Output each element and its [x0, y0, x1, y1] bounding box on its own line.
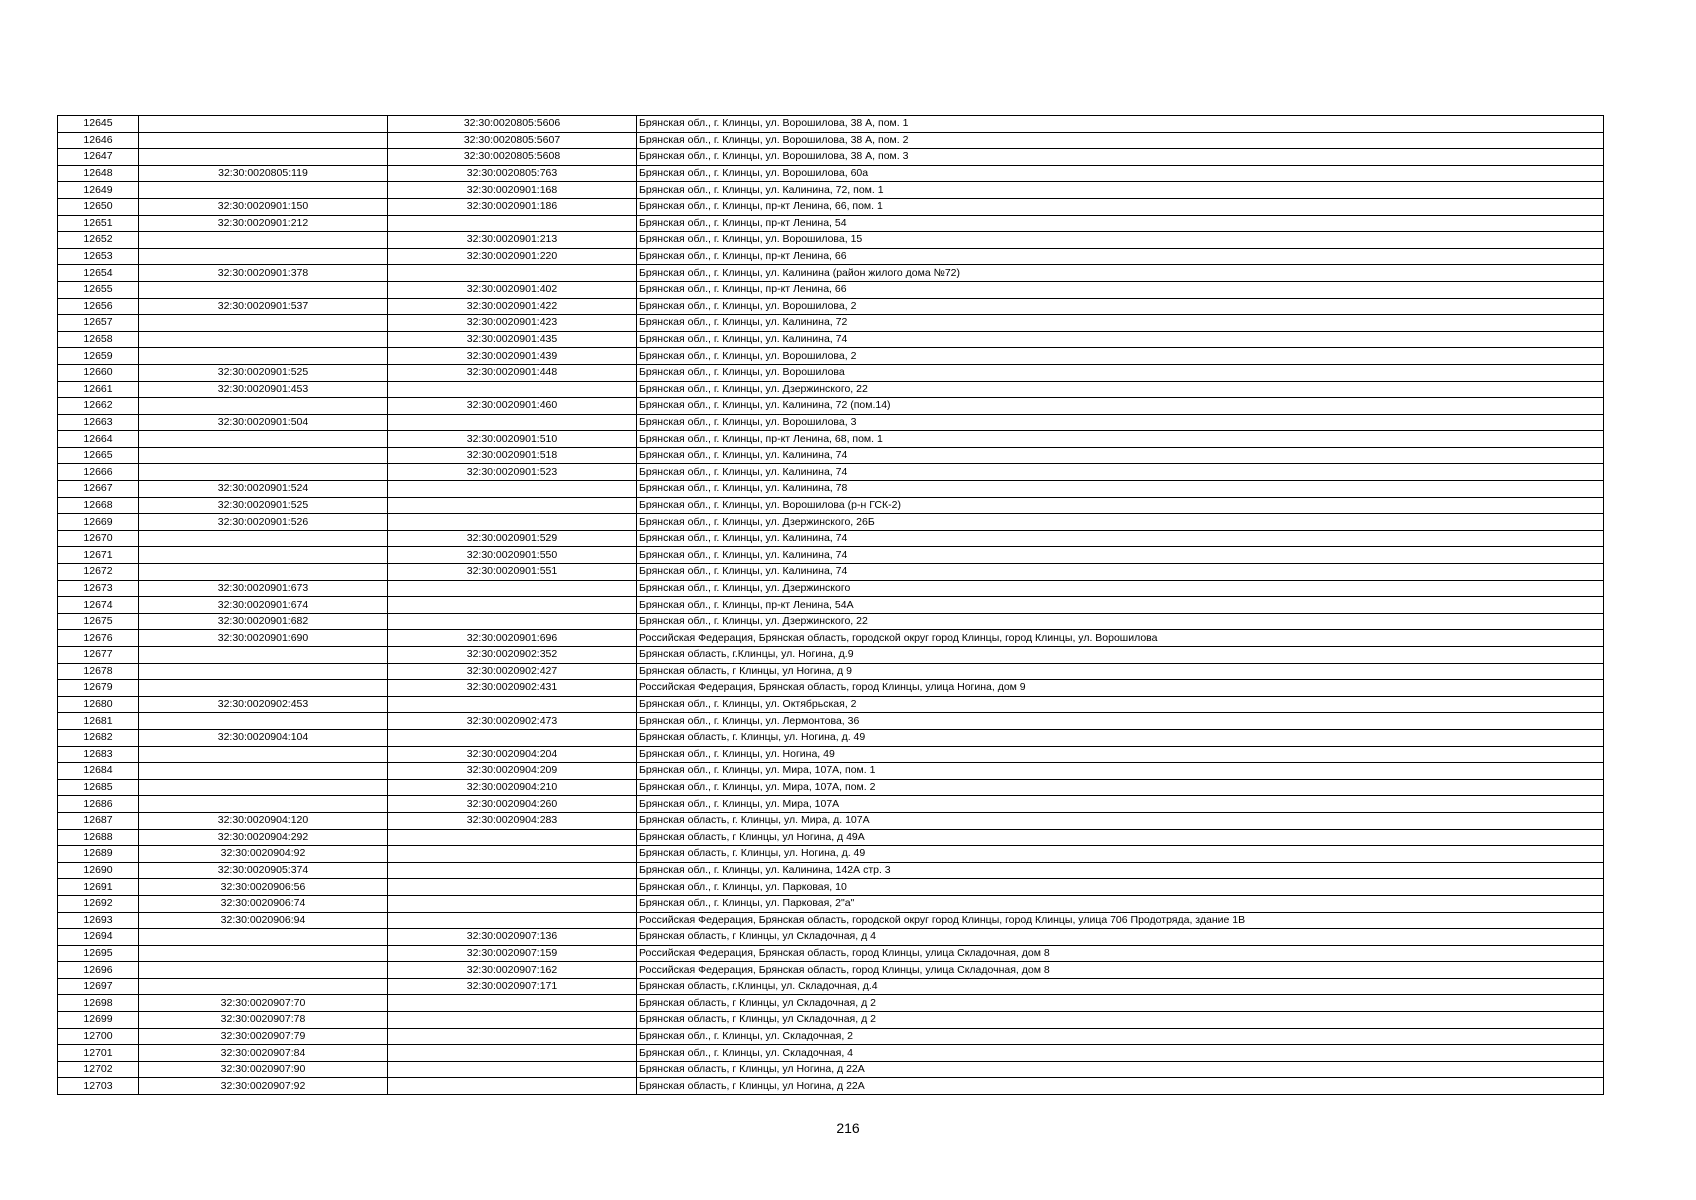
object-number-cell — [388, 381, 637, 398]
address-cell: Брянская обл., г. Клинцы, пр-кт Ленина, 68, пом. 1 — [637, 431, 1604, 448]
address-cell: Брянская обл., г. Клинцы, ул. Калинина, 72, пом. 1 — [637, 182, 1604, 199]
parcel-number-cell: 32:30:0020904:104 — [139, 729, 388, 746]
address-cell: Российская Федерация, Брянская область, город Клинцы, улица Складочная, дом 8 — [637, 945, 1604, 962]
object-number-cell — [388, 1078, 637, 1095]
address-cell: Российская Федерация, Брянская область, город Клинцы, улица Ногина, дом 9 — [637, 680, 1604, 697]
parcel-number-cell: 32:30:0020901:537 — [139, 298, 388, 315]
object-number-cell: 32:30:0020901:510 — [388, 431, 637, 448]
row-number-cell: 12702 — [58, 1061, 139, 1078]
table-row — [58, 215, 1604, 232]
address-cell: Брянская область, г Клинцы, ул Складочная, д 2 — [637, 995, 1604, 1012]
parcel-number-cell — [139, 962, 388, 979]
object-number-cell — [388, 265, 637, 282]
object-number-cell: 32:30:0020901:448 — [388, 364, 637, 381]
table-row — [58, 547, 1604, 564]
address-cell: Брянская обл., г. Клинцы, ул. Дзержинского, 22 — [637, 381, 1604, 398]
table-row — [58, 364, 1604, 381]
table-row — [58, 696, 1604, 713]
row-number-cell: 12647 — [58, 149, 139, 166]
row-number-cell: 12689 — [58, 846, 139, 863]
address-cell: Брянская обл., г. Клинцы, ул. Мира, 107А, пом. 1 — [637, 763, 1604, 780]
page-number: 216 — [836, 1120, 860, 1136]
row-number-cell: 12651 — [58, 215, 139, 232]
address-cell: Брянская обл., г. Клинцы, ул. Ворошилова, 38 А, пом. 1 — [637, 116, 1604, 133]
object-number-cell: 32:30:0020901:422 — [388, 298, 637, 315]
object-number-cell — [388, 846, 637, 863]
parcel-number-cell — [139, 746, 388, 763]
table-row — [58, 779, 1604, 796]
address-cell: Брянская обл., г. Клинцы, ул. Ворошилова, 60а — [637, 165, 1604, 182]
table-row — [58, 331, 1604, 348]
table-row — [58, 514, 1604, 531]
row-number-cell: 12686 — [58, 796, 139, 813]
row-number-cell: 12682 — [58, 729, 139, 746]
row-number-cell: 12665 — [58, 447, 139, 464]
table-row — [58, 232, 1604, 249]
object-number-cell — [388, 414, 637, 431]
row-number-cell: 12669 — [58, 514, 139, 531]
parcel-number-cell — [139, 713, 388, 730]
object-number-cell: 32:30:0020901:439 — [388, 348, 637, 365]
address-cell: Брянская обл., г. Клинцы, ул. Ворошилова — [637, 364, 1604, 381]
parcel-number-cell — [139, 331, 388, 348]
object-number-cell — [388, 514, 637, 531]
row-number-cell: 12663 — [58, 414, 139, 431]
table-row — [58, 812, 1604, 829]
table-row — [58, 1061, 1604, 1078]
object-number-cell: 32:30:0020901:518 — [388, 447, 637, 464]
object-number-cell: 32:30:0020901:423 — [388, 315, 637, 332]
row-number-cell: 12696 — [58, 962, 139, 979]
parcel-number-cell — [139, 116, 388, 133]
table-row — [58, 796, 1604, 813]
table-row — [58, 414, 1604, 431]
parcel-number-cell — [139, 663, 388, 680]
table-row — [58, 431, 1604, 448]
parcel-number-cell: 32:30:0020901:150 — [139, 198, 388, 215]
address-cell: Брянская обл., г. Клинцы, ул. Калинина, 74 — [637, 530, 1604, 547]
parcel-number-cell — [139, 149, 388, 166]
parcel-number-cell: 32:30:0020905:374 — [139, 862, 388, 879]
object-number-cell — [388, 613, 637, 630]
table-row — [58, 647, 1604, 664]
row-number-cell: 12655 — [58, 281, 139, 298]
row-number-cell: 12688 — [58, 829, 139, 846]
table-row — [58, 663, 1604, 680]
parcel-number-cell: 32:30:0020907:92 — [139, 1078, 388, 1095]
row-number-cell: 12664 — [58, 431, 139, 448]
parcel-number-cell: 32:30:0020907:70 — [139, 995, 388, 1012]
parcel-number-cell — [139, 647, 388, 664]
object-number-cell: 32:30:0020901:551 — [388, 564, 637, 581]
parcel-number-cell — [139, 530, 388, 547]
table-row — [58, 265, 1604, 282]
address-cell: Брянская обл., г. Клинцы, ул. Калинина, 74 — [637, 564, 1604, 581]
object-number-cell: 32:30:0020902:431 — [388, 680, 637, 697]
object-number-cell — [388, 215, 637, 232]
row-number-cell: 12659 — [58, 348, 139, 365]
parcel-number-cell: 32:30:0020901:504 — [139, 414, 388, 431]
row-number-cell: 12690 — [58, 862, 139, 879]
table-row — [58, 1028, 1604, 1045]
address-cell: Брянская область, г Клинцы, ул Ногина, д 22А — [637, 1078, 1604, 1095]
table-row — [58, 381, 1604, 398]
row-number-cell: 12698 — [58, 995, 139, 1012]
address-cell: Брянская область, г Клинцы, ул Ногина, д 9 — [637, 663, 1604, 680]
address-cell: Брянская обл., г. Клинцы, ул. Ворошилова (р-н ГСК-2) — [637, 497, 1604, 514]
row-number-cell: 12668 — [58, 497, 139, 514]
parcel-number-cell: 32:30:0020904:120 — [139, 812, 388, 829]
registry-table — [57, 115, 1604, 1095]
table-row — [58, 281, 1604, 298]
object-number-cell: 32:30:0020901:529 — [388, 530, 637, 547]
table-row — [58, 713, 1604, 730]
address-cell: Российская Федерация, Брянская область, городской округ город Клинцы, город Клинцы, улица 706 Продотряда, здание 1В — [637, 912, 1604, 929]
registry-table-body — [58, 116, 1604, 1095]
table-row — [58, 879, 1604, 896]
object-number-cell: 32:30:0020901:696 — [388, 630, 637, 647]
parcel-number-cell: 32:30:0020906:56 — [139, 879, 388, 896]
address-cell: Брянская обл., г. Клинцы, пр-кт Ленина, 54 — [637, 215, 1604, 232]
parcel-number-cell: 32:30:0020901:526 — [139, 514, 388, 531]
parcel-number-cell: 32:30:0020805:119 — [139, 165, 388, 182]
table-row — [58, 530, 1604, 547]
table-row — [58, 497, 1604, 514]
object-number-cell: 32:30:0020904:283 — [388, 812, 637, 829]
table-row — [58, 763, 1604, 780]
object-number-cell — [388, 895, 637, 912]
parcel-number-cell — [139, 929, 388, 946]
object-number-cell: 32:30:0020907:171 — [388, 978, 637, 995]
address-cell: Брянская область, г. Клинцы, ул. Мира, д. 107А — [637, 812, 1604, 829]
object-number-cell: 32:30:0020901:186 — [388, 198, 637, 215]
row-number-cell: 12697 — [58, 978, 139, 995]
parcel-number-cell — [139, 281, 388, 298]
row-number-cell: 12649 — [58, 182, 139, 199]
object-number-cell — [388, 829, 637, 846]
row-number-cell: 12658 — [58, 331, 139, 348]
object-number-cell: 32:30:0020907:136 — [388, 929, 637, 946]
object-number-cell: 32:30:0020901:550 — [388, 547, 637, 564]
row-number-cell: 12677 — [58, 647, 139, 664]
row-number-cell: 12657 — [58, 315, 139, 332]
row-number-cell: 12692 — [58, 895, 139, 912]
row-number-cell: 12666 — [58, 464, 139, 481]
parcel-number-cell: 32:30:0020907:84 — [139, 1045, 388, 1062]
object-number-cell — [388, 729, 637, 746]
address-cell: Брянская обл., г. Клинцы, ул. Ворошилова, 2 — [637, 298, 1604, 315]
address-cell: Брянская обл., г. Клинцы, пр-кт Ленина, 54А — [637, 597, 1604, 614]
table-row — [58, 729, 1604, 746]
row-number-cell: 12671 — [58, 547, 139, 564]
parcel-number-cell — [139, 182, 388, 199]
parcel-number-cell — [139, 945, 388, 962]
table-row — [58, 481, 1604, 498]
parcel-number-cell: 32:30:0020907:78 — [139, 1012, 388, 1029]
row-number-cell: 12680 — [58, 696, 139, 713]
parcel-number-cell: 32:30:0020907:79 — [139, 1028, 388, 1045]
address-cell: Брянская обл., г. Клинцы, ул. Ворошилова, 38 А, пом. 2 — [637, 132, 1604, 149]
address-cell: Брянская обл., г. Клинцы, ул. Калинина, 74 — [637, 547, 1604, 564]
table-row — [58, 978, 1604, 995]
address-cell: Брянская обл., г. Клинцы, ул. Калинина, 72 (пом.14) — [637, 398, 1604, 415]
row-number-cell: 12670 — [58, 530, 139, 547]
table-row — [58, 929, 1604, 946]
row-number-cell: 12650 — [58, 198, 139, 215]
row-number-cell: 12695 — [58, 945, 139, 962]
object-number-cell — [388, 912, 637, 929]
table-row — [58, 862, 1604, 879]
address-cell: Брянская обл., г. Клинцы, ул. Октябрьская, 2 — [637, 696, 1604, 713]
row-number-cell: 12645 — [58, 116, 139, 133]
address-cell: Брянская обл., г. Клинцы, ул. Складочная, 4 — [637, 1045, 1604, 1062]
row-number-cell: 12672 — [58, 564, 139, 581]
table-row — [58, 182, 1604, 199]
table-row — [58, 464, 1604, 481]
parcel-number-cell: 32:30:0020904:292 — [139, 829, 388, 846]
address-cell: Брянская обл., г. Клинцы, ул. Ворошилова, 38 А, пом. 3 — [637, 149, 1604, 166]
object-number-cell — [388, 481, 637, 498]
table-row — [58, 1012, 1604, 1029]
object-number-cell — [388, 862, 637, 879]
parcel-number-cell — [139, 464, 388, 481]
parcel-number-cell: 32:30:0020906:74 — [139, 895, 388, 912]
address-cell: Брянская обл., г. Клинцы, ул. Ногина, 49 — [637, 746, 1604, 763]
object-number-cell: 32:30:0020904:204 — [388, 746, 637, 763]
table-row — [58, 348, 1604, 365]
table-row — [58, 580, 1604, 597]
parcel-number-cell: 32:30:0020901:378 — [139, 265, 388, 282]
table-row — [58, 680, 1604, 697]
object-number-cell: 32:30:0020907:162 — [388, 962, 637, 979]
parcel-number-cell — [139, 547, 388, 564]
object-number-cell — [388, 597, 637, 614]
row-number-cell: 12691 — [58, 879, 139, 896]
table-row — [58, 962, 1604, 979]
object-number-cell: 32:30:0020902:352 — [388, 647, 637, 664]
object-number-cell — [388, 1045, 637, 1062]
row-number-cell: 12654 — [58, 265, 139, 282]
row-number-cell: 12700 — [58, 1028, 139, 1045]
table-row — [58, 1078, 1604, 1095]
object-number-cell — [388, 1061, 637, 1078]
table-row — [58, 165, 1604, 182]
table-row — [58, 912, 1604, 929]
row-number-cell: 12656 — [58, 298, 139, 315]
object-number-cell — [388, 879, 637, 896]
parcel-number-cell: 32:30:0020901:212 — [139, 215, 388, 232]
parcel-number-cell: 32:30:0020901:525 — [139, 497, 388, 514]
address-cell: Брянская обл., г. Клинцы, ул. Ворошилова, 15 — [637, 232, 1604, 249]
table-row — [58, 398, 1604, 415]
address-cell: Брянская обл., г. Клинцы, ул. Калинина, 142А стр. 3 — [637, 862, 1604, 879]
address-cell: Брянская область, г Клинцы, ул Ногина, д 22А — [637, 1061, 1604, 1078]
object-number-cell: 32:30:0020901:168 — [388, 182, 637, 199]
parcel-number-cell: 32:30:0020901:524 — [139, 481, 388, 498]
object-number-cell: 32:30:0020904:210 — [388, 779, 637, 796]
row-number-cell: 12662 — [58, 398, 139, 415]
object-number-cell: 32:30:0020907:159 — [388, 945, 637, 962]
object-number-cell: 32:30:0020902:473 — [388, 713, 637, 730]
row-number-cell: 12693 — [58, 912, 139, 929]
parcel-number-cell: 32:30:0020901:525 — [139, 364, 388, 381]
parcel-number-cell — [139, 398, 388, 415]
table-row — [58, 132, 1604, 149]
table-row — [58, 149, 1604, 166]
table-row — [58, 298, 1604, 315]
table-row — [58, 597, 1604, 614]
address-cell: Брянская обл., г. Клинцы, ул. Калинина, 72 — [637, 315, 1604, 332]
row-number-cell: 12694 — [58, 929, 139, 946]
table-row — [58, 995, 1604, 1012]
row-number-cell: 12684 — [58, 763, 139, 780]
row-number-cell: 12683 — [58, 746, 139, 763]
address-cell: Брянская обл., г. Клинцы, ул. Калинина (район жилого дома №72) — [637, 265, 1604, 282]
object-number-cell — [388, 1012, 637, 1029]
parcel-number-cell — [139, 315, 388, 332]
object-number-cell: 32:30:0020902:427 — [388, 663, 637, 680]
address-cell: Брянская область, г Клинцы, ул Ногина, д 49А — [637, 829, 1604, 846]
address-cell: Брянская обл., г. Клинцы, ул. Парковая, 2"а" — [637, 895, 1604, 912]
row-number-cell: 12674 — [58, 597, 139, 614]
row-number-cell: 12653 — [58, 248, 139, 265]
table-row — [58, 564, 1604, 581]
row-number-cell: 12660 — [58, 364, 139, 381]
parcel-number-cell: 32:30:0020902:453 — [139, 696, 388, 713]
table-row — [58, 447, 1604, 464]
parcel-number-cell — [139, 680, 388, 697]
row-number-cell: 12701 — [58, 1045, 139, 1062]
address-cell: Брянская обл., г. Клинцы, пр-кт Ленина, 66, пом. 1 — [637, 198, 1604, 215]
row-number-cell: 12681 — [58, 713, 139, 730]
table-row — [58, 315, 1604, 332]
object-number-cell: 32:30:0020904:209 — [388, 763, 637, 780]
parcel-number-cell: 32:30:0020901:682 — [139, 613, 388, 630]
parcel-number-cell — [139, 564, 388, 581]
address-cell: Российская Федерация, Брянская область, городской округ город Клинцы, город Клинцы, ул. Ворошилова — [637, 630, 1604, 647]
parcel-number-cell — [139, 796, 388, 813]
row-number-cell: 12652 — [58, 232, 139, 249]
table-row — [58, 829, 1604, 846]
parcel-number-cell: 32:30:0020904:92 — [139, 846, 388, 863]
address-cell: Брянская обл., г. Клинцы, ул. Дзержинского, 26Б — [637, 514, 1604, 531]
address-cell: Брянская обл., г. Клинцы, ул. Складочная, 2 — [637, 1028, 1604, 1045]
parcel-number-cell — [139, 763, 388, 780]
address-cell: Брянская обл., г. Клинцы, ул. Лермонтова, 36 — [637, 713, 1604, 730]
parcel-number-cell — [139, 978, 388, 995]
object-number-cell — [388, 995, 637, 1012]
table-row — [58, 895, 1604, 912]
object-number-cell: 32:30:0020904:260 — [388, 796, 637, 813]
address-cell: Брянская обл., г. Клинцы, ул. Мира, 107А, пом. 2 — [637, 779, 1604, 796]
address-cell: Брянская обл., г. Клинцы, ул. Калинина, 74 — [637, 464, 1604, 481]
parcel-number-cell: 32:30:0020907:90 — [139, 1061, 388, 1078]
row-number-cell: 12679 — [58, 680, 139, 697]
parcel-number-cell — [139, 132, 388, 149]
object-number-cell: 32:30:0020901:220 — [388, 248, 637, 265]
table-row — [58, 198, 1604, 215]
address-cell: Брянская область, г Клинцы, ул Складочная, д 2 — [637, 1012, 1604, 1029]
address-cell: Брянская обл., г. Клинцы, пр-кт Ленина, 66 — [637, 281, 1604, 298]
object-number-cell: 32:30:0020805:763 — [388, 165, 637, 182]
row-number-cell: 12699 — [58, 1012, 139, 1029]
parcel-number-cell — [139, 431, 388, 448]
object-number-cell — [388, 580, 637, 597]
row-number-cell: 12646 — [58, 132, 139, 149]
row-number-cell: 12678 — [58, 663, 139, 680]
object-number-cell — [388, 1028, 637, 1045]
address-cell: Брянская область, г.Клинцы, ул. Складочная, д.4 — [637, 978, 1604, 995]
table-row — [58, 1045, 1604, 1062]
address-cell: Брянская обл., г. Клинцы, ул. Мира, 107А — [637, 796, 1604, 813]
address-cell: Брянская область, г. Клинцы, ул. Ногина, д. 49 — [637, 846, 1604, 863]
address-cell: Брянская обл., г. Клинцы, ул. Дзержинского — [637, 580, 1604, 597]
address-cell: Брянская обл., г. Клинцы, ул. Ворошилова, 2 — [637, 348, 1604, 365]
row-number-cell: 12648 — [58, 165, 139, 182]
object-number-cell — [388, 497, 637, 514]
address-cell: Брянская область, г Клинцы, ул Складочная, д 4 — [637, 929, 1604, 946]
parcel-number-cell: 32:30:0020901:673 — [139, 580, 388, 597]
parcel-number-cell: 32:30:0020906:94 — [139, 912, 388, 929]
object-number-cell: 32:30:0020901:402 — [388, 281, 637, 298]
address-cell: Брянская обл., г. Клинцы, ул. Ворошилова, 3 — [637, 414, 1604, 431]
address-cell: Брянская обл., г. Клинцы, ул. Калинина, 74 — [637, 331, 1604, 348]
row-number-cell: 12676 — [58, 630, 139, 647]
address-cell: Брянская обл., г. Клинцы, ул. Дзержинского, 22 — [637, 613, 1604, 630]
table-row — [58, 248, 1604, 265]
address-cell: Российская Федерация, Брянская область, город Клинцы, улица Складочная, дом 8 — [637, 962, 1604, 979]
row-number-cell: 12667 — [58, 481, 139, 498]
parcel-number-cell: 32:30:0020901:674 — [139, 597, 388, 614]
object-number-cell: 32:30:0020901:435 — [388, 331, 637, 348]
parcel-number-cell — [139, 248, 388, 265]
object-number-cell: 32:30:0020901:523 — [388, 464, 637, 481]
address-cell: Брянская обл., г. Клинцы, ул. Калинина, 78 — [637, 481, 1604, 498]
parcel-number-cell — [139, 348, 388, 365]
address-cell: Брянская область, г.Клинцы, ул. Ногина, д.9 — [637, 647, 1604, 664]
parcel-number-cell — [139, 779, 388, 796]
object-number-cell: 32:30:0020805:5608 — [388, 149, 637, 166]
row-number-cell: 12673 — [58, 580, 139, 597]
object-number-cell: 32:30:0020901:460 — [388, 398, 637, 415]
parcel-number-cell: 32:30:0020901:453 — [139, 381, 388, 398]
object-number-cell: 32:30:0020805:5606 — [388, 116, 637, 133]
table-row — [58, 746, 1604, 763]
table-row — [58, 945, 1604, 962]
parcel-number-cell: 32:30:0020901:690 — [139, 630, 388, 647]
table-row — [58, 116, 1604, 133]
table-row — [58, 846, 1604, 863]
row-number-cell: 12685 — [58, 779, 139, 796]
address-cell: Брянская обл., г. Клинцы, ул. Парковая, 10 — [637, 879, 1604, 896]
row-number-cell: 12661 — [58, 381, 139, 398]
object-number-cell: 32:30:0020901:213 — [388, 232, 637, 249]
row-number-cell: 12675 — [58, 613, 139, 630]
address-cell: Брянская область, г. Клинцы, ул. Ногина, д. 49 — [637, 729, 1604, 746]
table-row — [58, 613, 1604, 630]
row-number-cell: 12687 — [58, 812, 139, 829]
object-number-cell: 32:30:0020805:5607 — [388, 132, 637, 149]
row-number-cell: 12703 — [58, 1078, 139, 1095]
object-number-cell — [388, 696, 637, 713]
parcel-number-cell — [139, 232, 388, 249]
table-row — [58, 630, 1604, 647]
parcel-number-cell — [139, 447, 388, 464]
address-cell: Брянская обл., г. Клинцы, ул. Калинина, 74 — [637, 447, 1604, 464]
address-cell: Брянская обл., г. Клинцы, пр-кт Ленина, 66 — [637, 248, 1604, 265]
